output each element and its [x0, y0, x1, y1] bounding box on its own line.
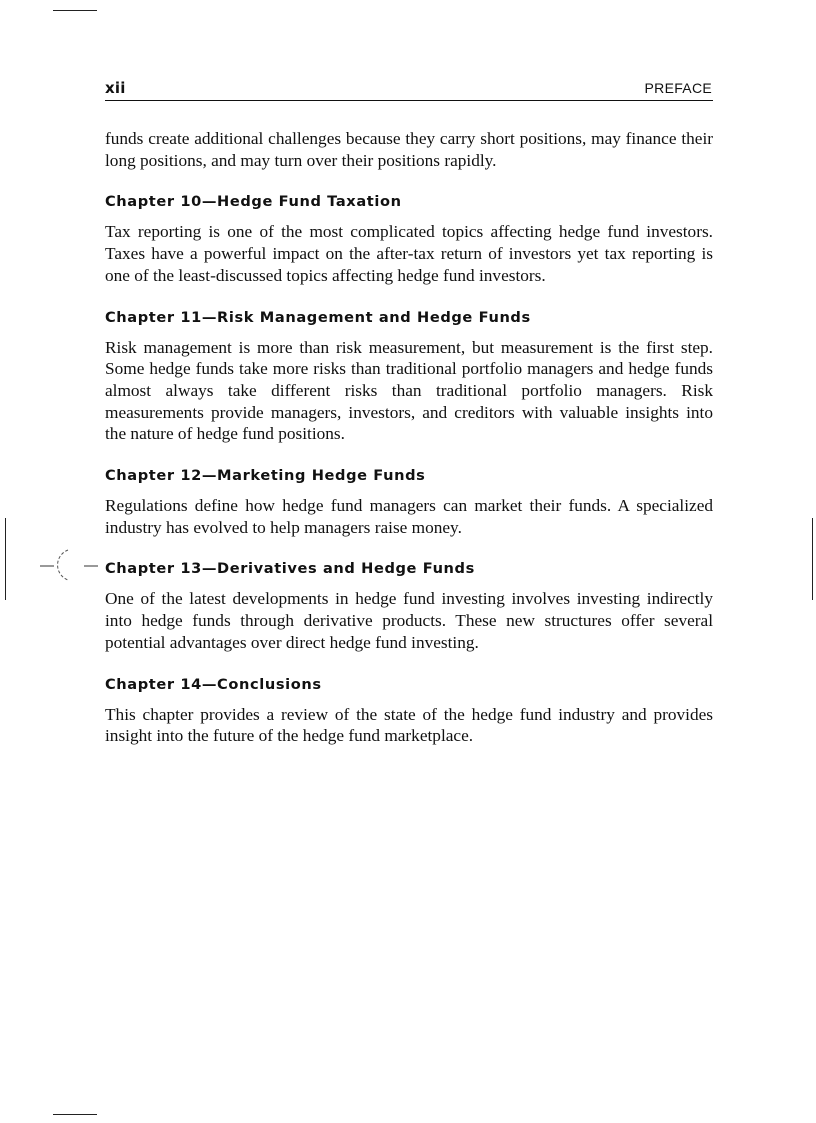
chapter-heading: Chapter 14—Conclusions [105, 675, 322, 693]
chapter-section-13 [105, 560, 713, 653]
chapter-summary: Risk management is more than risk measurement, but measurement is the first step. Some hedge funds take more risks than traditional portfolio managers and hedge funds almost always take different risks than traditional portfolio managers. Risk measurements provide managers, investors, and creditors with valuable insights into the nature of hedge fund positions. [105, 337, 713, 444]
chapter-heading: Chapter 13—Derivatives and Hedge Funds [105, 560, 475, 578]
crop-mark-top-left [53, 10, 97, 11]
page-header [105, 78, 713, 101]
crop-mark-left-vertical [5, 518, 6, 600]
page-number: xii [105, 79, 126, 97]
chapter-heading: Chapter 10—Hedge Fund Taxation [105, 193, 402, 211]
intro-paragraph: funds create additional challenges because they carry short positions, may finance their long positions, and may turn over their positions rapidly. [105, 129, 713, 170]
chapter-summary: Regulations define how hedge fund managers can market their funds. A specialized industry has evolved to help managers raise money. [105, 496, 713, 537]
chapter-summary: One of the latest developments in hedge fund investing involves investing indirectly into hedge funds through derivative products. These new structures offer several potential advantages over direct hedge fund investing. [105, 589, 713, 652]
chapter-section-14 [105, 676, 713, 747]
running-head: PREFACE [644, 80, 712, 96]
chapter-section-10 [105, 193, 713, 286]
chapter-section-12 [105, 467, 713, 538]
crop-mark-right-vertical [812, 518, 813, 600]
page-body [105, 128, 713, 747]
chapter-heading: Chapter 11—Risk Management and Hedge Funds [105, 308, 531, 326]
chapter-heading: Chapter 12—Marketing Hedge Funds [105, 467, 426, 485]
chapter-summary: Tax reporting is one of the most complicated topics affecting hedge fund investors. Taxes have a powerful impact on the after-tax return of investors yet tax reporting is one of the least-discussed topics affecting hedge fund investors. [105, 222, 713, 285]
crop-mark-bottom-left [53, 1114, 97, 1115]
chapter-section-11 [105, 309, 713, 446]
chapter-summary: This chapter provides a review of the state of the hedge fund industry and provides insight into the future of the hedge fund marketplace. [105, 704, 713, 746]
registration-mark-icon [40, 547, 100, 583]
